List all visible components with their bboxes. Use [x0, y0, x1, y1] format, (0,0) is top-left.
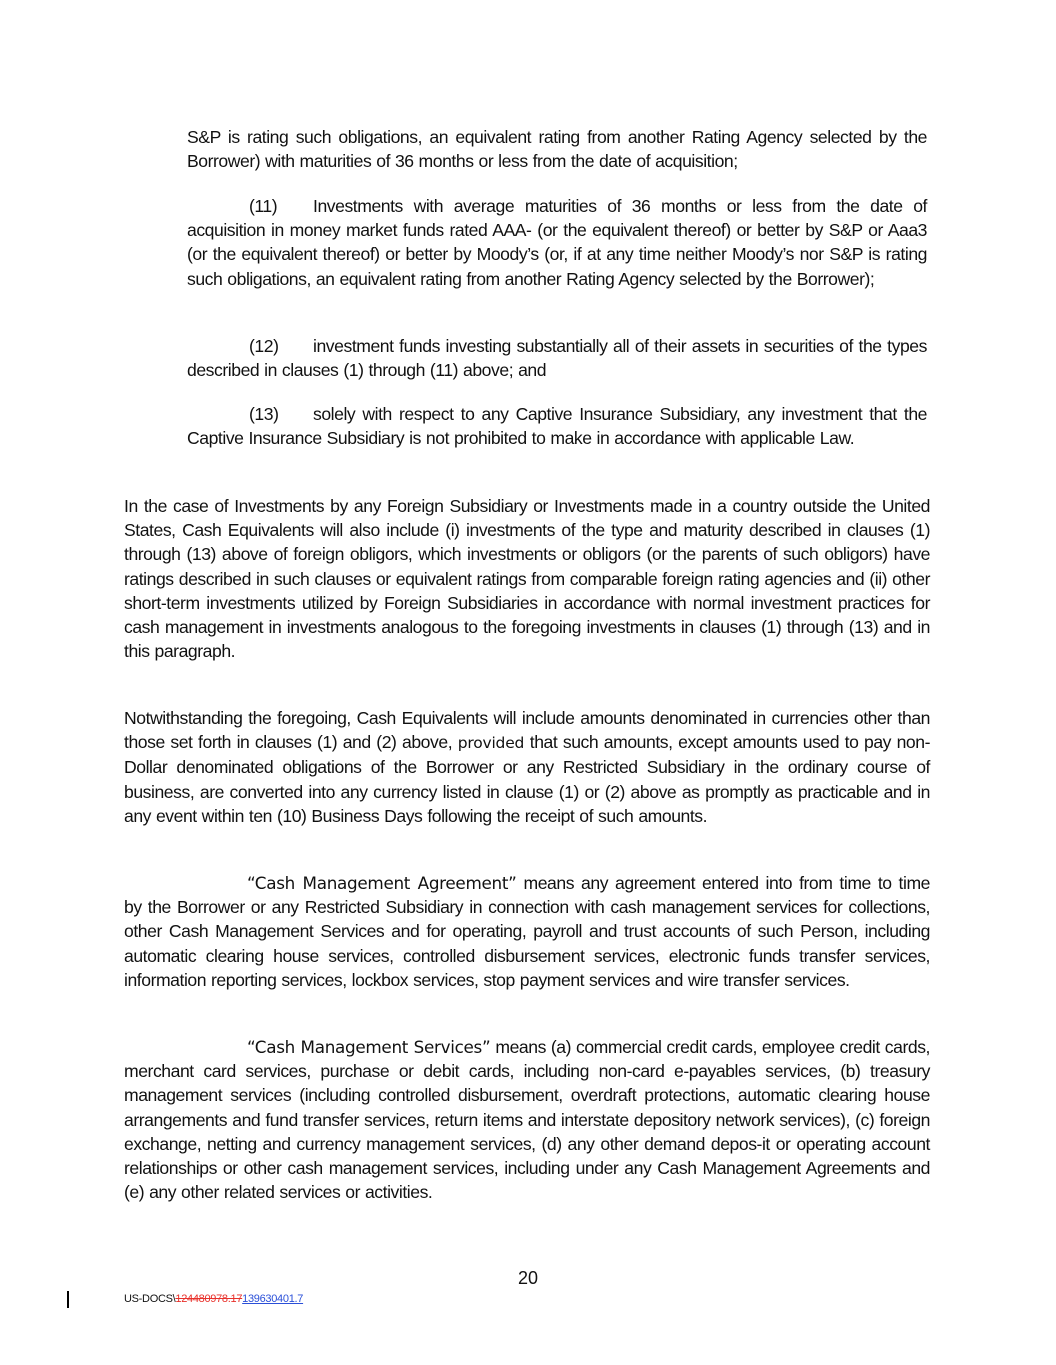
- notwithstanding-text-after: that such amounts, except amounts used to pay non-Dollar denominated obligations of the Borrower or any Restricted Subsidiary in the ordinary course of business, are converted into any currency listed in clause (1) or (2) above as promptly as practicable and in any event within ten (10) Business Days following the receipt of such amounts.: [124, 732, 930, 826]
- clause-12: [187, 334, 927, 382]
- clause-12-text: investment funds investing substantially all of their assets in securities of the types described in clauses (1) through (11) above; and: [187, 336, 927, 381]
- clause-11-text: Investments with average maturities of 36 months or less from the date of acquisition in money market funds rated AAA- (or the equivalent thereof) or better by S&P or Aaa3 (or the equivalent thereof) or better by Moody’s (or, if at any time neither Moody’s nor S&P is rating such obligations, an equivalent rating from another Rating Agency selected by the Borrower);: [187, 196, 927, 289]
- clause-13-text: solely with respect to any Captive Insurance Subsidiary, any investment that the Captive Insurance Subsidiary is not prohibited to make in accordance with applicable Law.: [187, 404, 927, 449]
- foreign-investments-text: In the case of Investments by any Foreign Subsidiary or Investments made in a country outside the United States, Cash Equivalents will also include (i) investments of the type and maturity described in clauses (1) through (13) above of foreign obligors, which investments or obligors (or the parents of such obligors) have ratings described in such clauses or equivalent ratings from comparable foreign rating agencies and (ii) other short-term investments utilized by Foreign Subsidiaries in accordance with normal investment practices for cash management in investments analogous to the foregoing investments in clauses (1) through (13) and in this paragraph.: [124, 496, 930, 662]
- deleted-document-id: 124480978.17: [175, 1293, 243, 1305]
- clause-10-text: S&P is rating such obligations, an equivalent rating from another Rating Agency selected by the Borrower) with maturities of 36 months or less from the date of acquisition;: [187, 127, 927, 172]
- notwithstanding-paragraph: [124, 706, 930, 828]
- cash-management-agreement-definition: [124, 871, 930, 992]
- cash-management-services-text: means (a) commercial credit cards, employee credit cards, merchant card services, purchase or debit cards, including non-card e-payables services, (b) treasury management services (including controlled disbursement, overdraft protections, automatic clearing house arrangements and fund transfer services, return items and interstate depository network services), (c) foreign exchange, netting and currency management services, (d) any other demand depos-it or operating account relationships or other cash management services, including under any Cash Management Agreements and (e) any other related services or activities.: [124, 1037, 930, 1203]
- document-id: [124, 1293, 303, 1305]
- provided-term: provided: [457, 734, 525, 753]
- notwithstanding-text-before: Notwithstanding the foregoing, Cash Equivalents will include amounts denominated in currencies other than those set forth in clauses (1) and (2) above,: [124, 708, 930, 753]
- cash-management-services-definition: [124, 1035, 930, 1204]
- clause-12-number: (12): [249, 336, 279, 356]
- foreign-investments-paragraph: [124, 494, 930, 663]
- change-bar: [67, 1291, 69, 1308]
- defined-term-cash-management-services: “Cash Management Services”: [247, 1037, 491, 1057]
- clause-11-number: (11): [249, 196, 278, 216]
- clause-10-continuation: [187, 125, 927, 173]
- clause-13-number: (13): [249, 404, 279, 424]
- inserted-document-id: 139630401.7: [242, 1293, 304, 1305]
- clause-13: [187, 402, 927, 450]
- cash-management-agreement-text: means any agreement entered into from time to time by the Borrower or any Restricted Subsidiary in connection with cash management services for collections, other Cash Management Services and for operating, payroll and trust accounts of such Person, including automatic clearing house services, controlled disbursement services, electronic funds transfer services, information reporting services, lockbox services, stop payment services and wire transfer services.: [124, 873, 930, 990]
- page-number: 20: [517, 1268, 539, 1288]
- defined-term-cash-management-agreement: “Cash Management Agreement”: [247, 873, 517, 893]
- clause-11: [187, 194, 927, 291]
- document-id-prefix: US-DOCS\: [124, 1293, 176, 1305]
